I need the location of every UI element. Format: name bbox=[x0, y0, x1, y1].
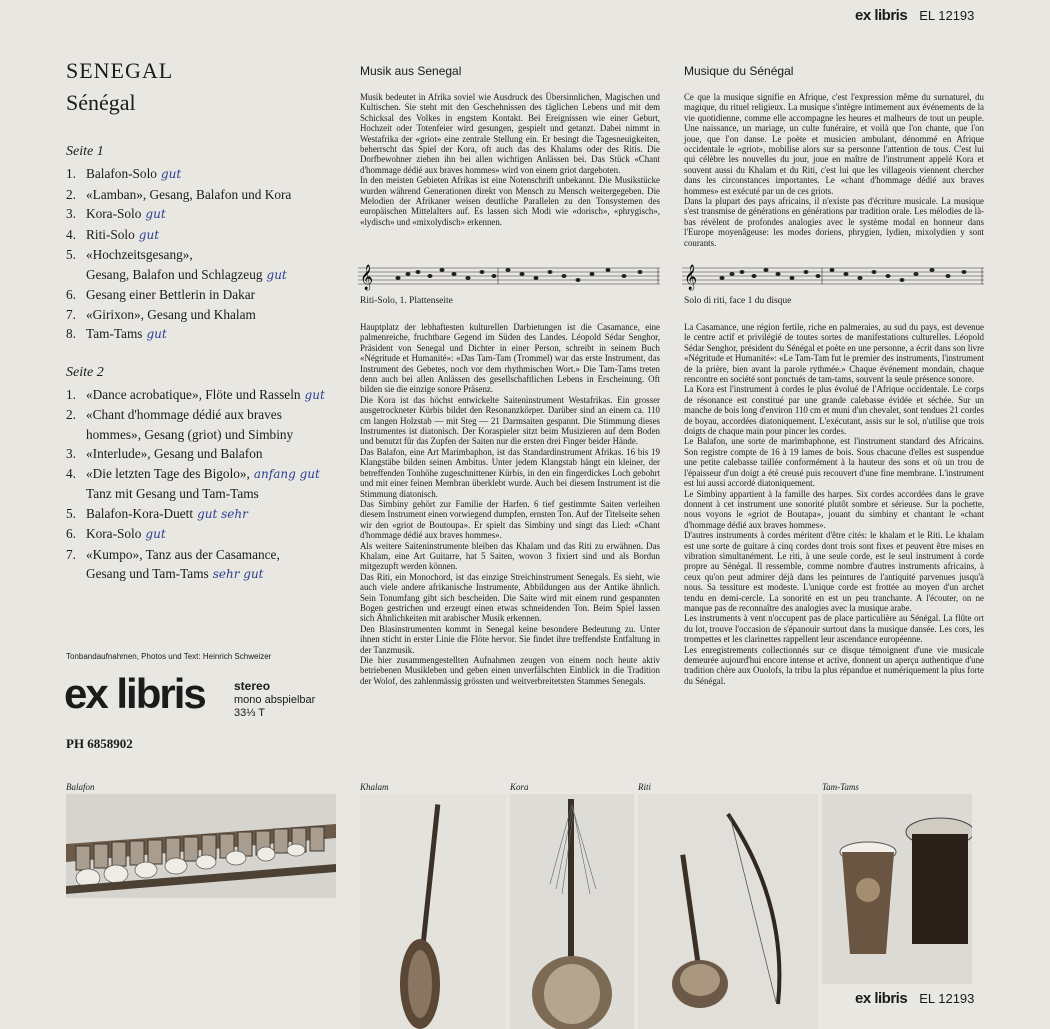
french-paragraph: Ce que la musique signifie en Afrique, c'est l'expression même du surnaturel, du magique, du rituel religieux. La musique s'intègre intimement aux événements de la vie quotidienne, comme elle accompagne les heures et malheurs de tout un peuple. Une naissance, un mariage, un culte funéraire, et voilà que l'on chante, que l'on joue, que l'on danse. Le poète et musicien ambulant, dénommé en Afrique occidentale le «griot», mobilise alors sur sa personne l'attention de tous. C'est lui qui célèbre les nouvelles du jour, joue en maître de l'instrument appelé Kora et souvent aussi du Khalam et du Riti, c'est lui que les villageois viennent chercher dans les circonstances importantes. Le «chant d'hommage dédié aux braves hommes» est exécuté par un de ces griots. bbox=[684, 92, 984, 196]
french-paragraph: La Kora est l'instrument à cordes le plus évolué de l'Afrique occidentale. Le corps de résonance est constitué par une grande calebasse évidée et séchée. Sur un manche de bois long d'environ 110 cm et muni d'un chevalet, sont tendues 21 cordes de boyau, accordées diatoniquement. L'exécutant, assis sur le sol, n'utilise que trois doigts de chaque main pour pincer les cordes. bbox=[684, 384, 984, 437]
side1-tracklist bbox=[66, 164, 356, 345]
handwritten-note: gut bbox=[146, 327, 167, 341]
track-item: 3. Kora-Solo gut bbox=[66, 206, 166, 221]
photo-label-kora: Kora bbox=[510, 782, 529, 792]
catalog-number: EL 12193 bbox=[919, 8, 975, 23]
german-column bbox=[360, 64, 660, 227]
tamtams-image bbox=[822, 794, 972, 984]
handwritten-note: gut bbox=[138, 227, 160, 242]
french-paragraph: Les enregistrements collectionnés sur ce disque témoignent d'une vie musicale demeurée aujourd'hui encore intense et active, donnent un aperçu authentique d'une tradition chère aux Ouolofs, la tribu la plus répandue et numériquement la plus forte du Sénégal. bbox=[684, 644, 984, 686]
handwritten-note: gut bbox=[304, 387, 325, 402]
french-column bbox=[684, 64, 984, 248]
mono-label: mono abspielbar bbox=[234, 694, 316, 706]
photo-label-tamtams: Tam-Tams bbox=[822, 782, 859, 792]
track-item: 6. Gesang einer Bettlerin in Dakar bbox=[66, 287, 256, 302]
french-paragraph: Le Balafon, une sorte de marimbaphone, est l'instrument standard des Africains. Son registre compte de 16 à 19 lames de bois. Sous chacune d'elles est suspendue une petite calebasse taillée conformément à la hauteur des sons et où un trou de l'épaisseur d'un doigt a été creusé puis recouvert d'une fine membrane. L'instrument est lui aussi accordé diatoniquement. bbox=[684, 436, 984, 489]
french-caption: Solo di riti, face 1 du disque bbox=[684, 296, 792, 306]
khalam-image bbox=[360, 794, 506, 1029]
catalog-brand: ex libris bbox=[855, 7, 908, 24]
track-item: 5. «Hochzeitsgesang», Gesang, Balafon und Schlagzeug gut bbox=[66, 247, 287, 282]
stereo-info bbox=[234, 680, 315, 720]
french-title: Musique du Sénégal bbox=[684, 64, 794, 78]
german-column-2 bbox=[360, 322, 660, 686]
side2-label: Seite 2 bbox=[66, 364, 104, 380]
catalog-number-bottom: EL 12193 bbox=[919, 991, 975, 1006]
handwritten-note: sehr gut bbox=[212, 567, 264, 581]
speed-label: 33⅓ T bbox=[234, 707, 265, 719]
german-paragraph: In den meisten Gebieten Afrikas ist eine Notenschrift unbekannt. Die Musikstücke wurden während Generationen direkt von Mensch zu Mensch weitergegeben. Die Melodien der Afrikaner weisen deutliche Parallelen zu den Tonsystemen des europäischen Mittelalters auf. Es lassen sich Modi wie «dorisch», «phrygisch», «lydisch» und «mixolydisch» erkennen. bbox=[360, 175, 660, 227]
german-paragraph: Die Kora ist das höchst entwickelte Saiteninstrument Westafrikas. Ein grosser ausgetrockneter Kürbis bildet den Resonanzkörper. Darüber sind an einem ca. 110 cm langen Holzstab — mit Steg — 21 Darmsaiten gespannt. Die Stimmung dieses Instrumentes ist diatonisch. Der Koraspieler sitzt beim Musizieren auf dem Boden und benutzt für das Zupfen der Saiten nur die ersten drei Finger beider Hände. bbox=[360, 394, 660, 447]
german-paragraph: Das Balafon, eine Art Marimbaphon, ist das Standardinstrument Afrikas. 16 bis 19 Klangstäbe bilden seinen Ambitus. Unter jedem Klangstab hängt ein kleiner, der betreffenden Tonhöhe zugeschnittener Kürbis, in den ein fingerdickes Loch gebohrt und mit einer feinen Membran überklebt wurde. Auch bei diesem Instrument ist die Stimmung diatonisch. bbox=[360, 446, 660, 499]
german-paragraph: Als weitere Saiteninstrumente bleiben das Khalam und das Riti zu erwähnen. Das Khalam, eine Art Guitarre, hat 5 Saiten, wovon 3 fixiert sind und als Bordun mitgezupft werden können. bbox=[360, 540, 660, 572]
photo-label-khalam: Khalam bbox=[360, 782, 389, 792]
kora-photo bbox=[510, 794, 634, 1029]
german-paragraph: Hauptplatz der lebhaftesten kulturellen Darbietungen ist die Casamance, eine palmenreiche, fruchtbare Gegend im Süden des Landes. Léopold Sédar Senghor, Präsident von Senegal und Dichter in einer Person, schreibt in seinem Buch «Négritude et Humanité»: «Das Tam-Tam (Trommel) war das erste Instrument, das Instrument des Gebetes, noch vor dem rhythmischen Wort.» Die Tam-Tams treten denn auch bei allen Anlässen des gesellschaftlichen Lebens in Erscheinung. Oft bilden sie die einzige sonore Präsenz. bbox=[360, 322, 660, 395]
french-paragraph: La Casamance, une région fertile, riche en palmeraies, au sud du pays, est devenue le centre actif et privilégié de toutes sortes de manifestations culturelles. Léopold Sédar Senghor, président du Sénégal et poète en une personne, a écrit dans son livre «Négritude et Humanité»: «Le Tam-Tam fut le premier des instruments, l'instrument de la prière, bien avant la parole rythmée.» Chaque événement mondain, chaque rencontre en société sont ponctués de tam-tams, souvent la seule présence sonore. bbox=[684, 322, 984, 385]
french-paragraph: Les instruments à vent n'occupent pas de place particulière au Sénégal. La flûte ort du lot, trouve l'occasion de s'épanouir surtout dans la musique dansée. Les cors, les trompettes et les clarinettes rappellent leur ascendance européenne. bbox=[684, 613, 984, 645]
stereo-label: stereo bbox=[234, 679, 271, 693]
music-staff-de bbox=[358, 260, 660, 292]
french-paragraph: Dans la plupart des pays africains, il n'existe pas d'écriture musicale. La musique s'est transmise de générations en générations par tradition orale. Les mélodies de là-bas révèlent de profondes analogies avec le système modal en honneur dans l'Europe moyenâgeuse: les modes doriens, phrygien, lydien, mixolydien y sont courants. bbox=[684, 196, 984, 248]
page-subtitle: Sénégal bbox=[66, 90, 136, 115]
german-paragraph: Das Simbiny gehört zur Familie der Harfen. 6 tief gestimmte Saiten verleihen diesem Instrument einen vorwiegend dumpfen, ernsten Ton. Auf der Titelseite sehen wir den «griot de Boutoupa». Er spielt das Simbiny und singt das Lied: «Chant d'hommage dédié aux braves hommes». bbox=[360, 498, 660, 541]
german-caption: Riti-Solo, 1. Plattenseite bbox=[360, 296, 453, 306]
track-item: 8. Tam-Tams gut bbox=[66, 326, 167, 341]
balafon-image bbox=[66, 794, 336, 898]
left-column bbox=[66, 58, 356, 585]
french-paragraph: D'autres instruments à cordes méritent d'être cités: le khalam et le Riti. Le khalam est une sorte de guitare à cinq cordes dont trois sont fixes et peuvent être mises en vibration simultanément. Le riti, à une seule corde, est le seul instrument à corde propre au Sénégal. Il ressemble, comme nombre d'autres instruments africains, à ceux qu'on peut admirer déjà dans les peintures de l'antiquité parvenues jusqu'à nous. Sa tessiture est modeste. L'unique corde est frottée au moyen d'un archet tendu en demi-cercle. La sonorité en est un peu tranchante. A l'écouter, on ne manque pas de reconnaître des analogies avec la musique arabe. bbox=[684, 530, 984, 613]
german-paragraph: Die hier zusammengestellten Aufnahmen zeugen von einem noch heute aktiv betriebenen Musikleben und geben einen unverfälschten Einblick in die Tradition der Wolof, des zahlenmässig grössten und weitverbreitetsten Stammes Senegals. bbox=[360, 655, 660, 686]
track-item: 7. «Kumpo», Tanz aus der Casamance, Gesang und Tam-Tams sehr gut bbox=[66, 546, 280, 581]
catalog-brand-bottom: ex libris bbox=[855, 990, 908, 1007]
handwritten-note: gut bbox=[160, 167, 182, 181]
side1-label: Seite 1 bbox=[66, 144, 104, 159]
tamtams-photo bbox=[822, 794, 972, 984]
german-title: Musik aus Senegal bbox=[360, 64, 462, 78]
track-item: 5. Balafon-Kora-Duett gut sehr bbox=[66, 505, 248, 521]
french-paragraph: Le Simbiny appartient à la famille des harpes. Six cordes accordées dans le grave donnent à cet instrument une sonorité plutôt sombre et sérieuse. Sur la pochette, nous voyons le «griot de Boutapa», jouant du simbiny et chantant le «chant d'hommage dédié aux braves hommes». bbox=[684, 488, 984, 530]
catalog-bottom bbox=[855, 990, 974, 1008]
photo-label-balafon: Balafon bbox=[66, 782, 95, 792]
german-paragraph: Den Blasinstrumenten kommt in Senegal keine besondere Bedeutung zu. Unter ihnen sticht in erster Linie die Flöte hervor. Sie findet ihre treffendste Entfaltung in der Tanzmusik. bbox=[360, 623, 660, 655]
track-item: 6. Kora-Solo gut bbox=[66, 526, 166, 541]
catalog-top bbox=[855, 7, 974, 25]
exlibris-logo: ex libris bbox=[64, 670, 205, 717]
track-item: 4. «Die letzten Tage des Bigolo», anfang gut Tanz mit Gesang und Tam-Tams bbox=[66, 465, 320, 501]
handwritten-note: gut bbox=[145, 207, 166, 221]
track-item: 1. Balafon-Solo gut bbox=[66, 166, 182, 181]
track-item: 2. «Lamban», Gesang, Balafon und Kora bbox=[66, 186, 292, 202]
german-paragraph: Musik bedeutet in Afrika soviel wie Ausdruck des Übersinnlichen, Magischen und Kultischen. Sie steht mit den Geschehnissen des täglichen Lebens und mit dem Schicksal des Volkes in engstem Kontakt. Bei Ereignissen wie einer Geburt, Hochzeit oder Totenfeier wird gesungen, gespielt und getanzt. Dabei nimmt in Westafrika der «griot» eine zentrale Stellung ein. Er besingt die Tagesneuigkeiten, beherrscht das Spiel der Kora, oft auch das des Khalams oder des Ritis. Die Dorfbewohner ziehen ihn bei allen wichtigen Anlässen bei. Das Stück «Chant d'hommage dédié aux braves hommes» wird von einem griot dargeboten. bbox=[360, 92, 660, 175]
riti-image bbox=[638, 794, 818, 1029]
handwritten-note: gut sehr bbox=[197, 506, 248, 521]
riti-photo bbox=[638, 794, 818, 1029]
photo-label-riti: Riti bbox=[638, 782, 651, 792]
handwritten-note: anfang gut bbox=[253, 466, 320, 481]
ph-number: PH 6858902 bbox=[66, 736, 133, 751]
german-paragraph: Das Riti, ein Monochord, ist das einzige Streichinstrument Senegals. Es sieht, wie auch viele andere afrikanische Instrumente, Abbildungen aus der Antike ähnlich. Sein Tonumfang gibt sich bescheiden. Die Saite wird mit einem rund gespannten Bogen gestrichen und erzeugt einen etwas schneidenden Ton. Beim Spiel lassen sich Ähnlichkeiten mit arabischer Musik erkennen. bbox=[360, 571, 660, 624]
treble-clef: 𝄞 bbox=[684, 265, 698, 290]
side2-tracklist bbox=[66, 385, 356, 585]
track-item: 2. «Chant d'hommage dédié aux braves hommes», Gesang (griot) und Simbiny bbox=[66, 407, 294, 442]
music-staff-fr bbox=[682, 260, 984, 292]
page-title: SENEGAL bbox=[66, 58, 174, 83]
handwritten-note: gut bbox=[266, 267, 287, 282]
label-block bbox=[64, 670, 205, 718]
track-item: 1. «Dance acrobatique», Flöte und Rasseln gut bbox=[66, 386, 325, 402]
french-column-2 bbox=[684, 322, 984, 686]
track-item: 3. «Interlude», Gesang und Balafon bbox=[66, 446, 263, 461]
treble-clef: 𝄞 bbox=[360, 265, 374, 290]
handwritten-note: gut bbox=[145, 527, 166, 541]
track-item: 7. «Girixon», Gesang und Khalam bbox=[66, 306, 256, 322]
khalam-photo bbox=[360, 794, 506, 1029]
track-item: 4. Riti-Solo gut bbox=[66, 226, 160, 242]
credits: Tonbandaufnahmen, Photos und Text: Heinrich Schweizer bbox=[66, 652, 272, 661]
kora-image bbox=[510, 794, 634, 1029]
balafon-photo bbox=[66, 794, 336, 898]
